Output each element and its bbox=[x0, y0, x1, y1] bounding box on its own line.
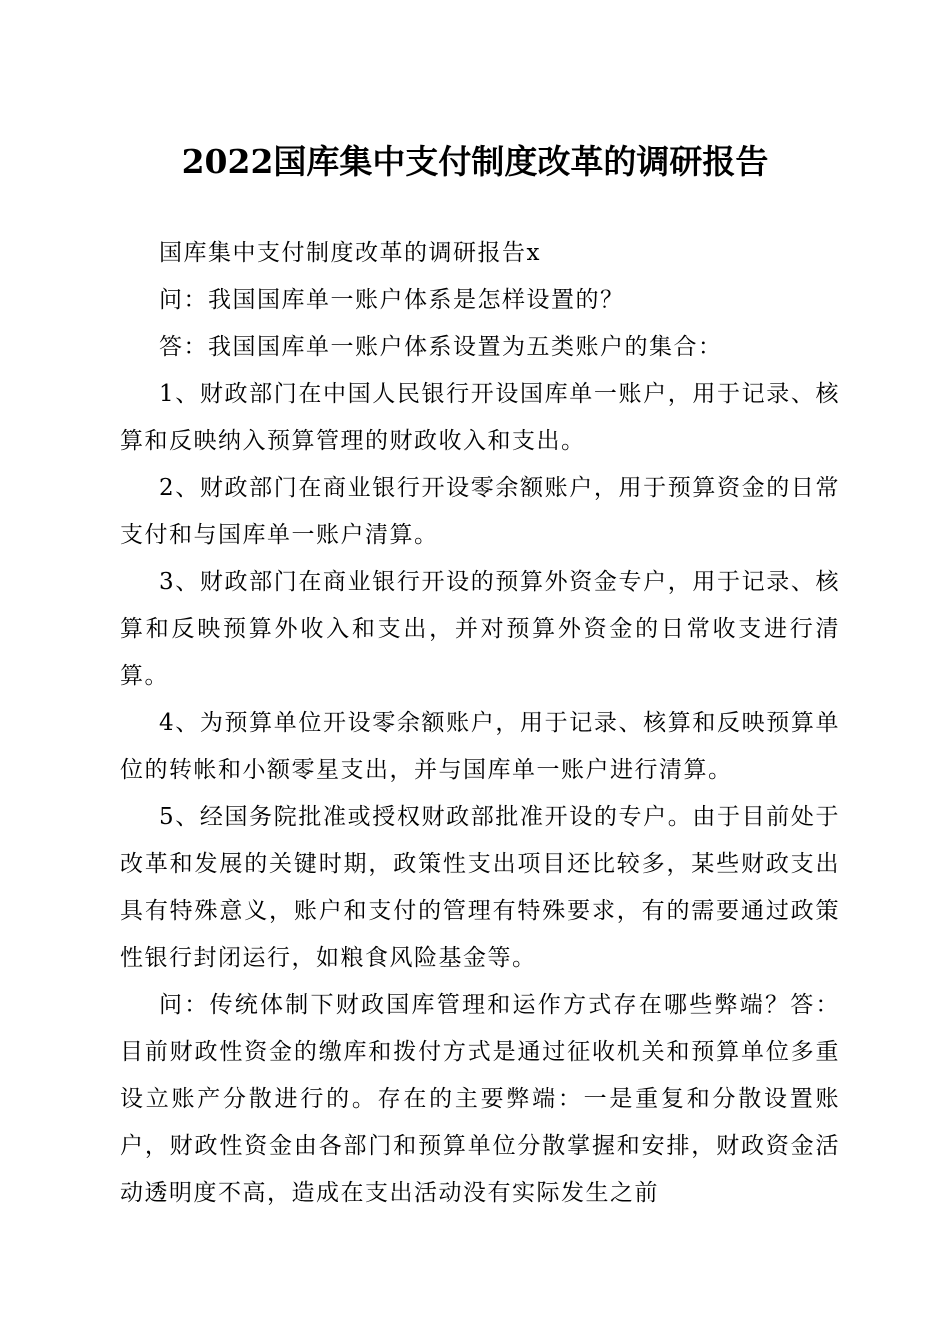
paragraph-question-2: 问：传统体制下财政国库管理和运作方式存在哪些弊端？答：目前财政性资金的缴库和拨付方式是通过征收机关和预算单位多重设立账产分散进行的。存在的主要弊端：一是重复和分散设置账户，财政性资金由各部门和预算单位分散掌握和安排，财政资金活动透明度不高，造成在支出活动没有实际发生之前 bbox=[120, 992, 840, 1206]
document-body bbox=[120, 230, 840, 1217]
document-title: 2022国库集中支付制度改革的调研报告 bbox=[181, 142, 769, 181]
paragraph-item-2: 2、财政部门在商业银行开设零余额账户，用于预算资金的日常支付和与国库单一账户清算。 bbox=[120, 475, 840, 548]
paragraph-item-4: 4、为预算单位开设零余额账户，用于记录、核算和反映预算单位的转帐和小额零星支出，并与国库单一账户进行清算。 bbox=[120, 710, 840, 783]
paragraph-item-5: 5、经国务院批准或授权财政部批准开设的专户。由于目前处于改革和发展的关键时期，政策性支出项目还比较多，某些财政支出具有特殊意义，账户和支付的管理有特殊要求，有的需要通过政策性银行封闭运行，如粮食风险基金等。 bbox=[120, 804, 840, 971]
paragraph-item-1: 1、财政部门在中国人民银行开设国库单一账户，用于记录、核算和反映纳入预算管理的财政收入和支出。 bbox=[120, 381, 840, 454]
paragraph-answer-1: 答：我国国库单一账户体系设置为五类账户的集合： bbox=[159, 334, 723, 360]
paragraph-question-1: 问：我国国库单一账户体系是怎样设置的？ bbox=[159, 287, 625, 313]
paragraph-item-3: 3、财政部门在商业银行开设的预算外资金专户，用于记录、核算和反映预算外收入和支出，并对预算外资金的日常收支进行清算。 bbox=[120, 569, 840, 689]
paragraph-subtitle: 国库集中支付制度改革的调研报告x bbox=[159, 240, 541, 266]
